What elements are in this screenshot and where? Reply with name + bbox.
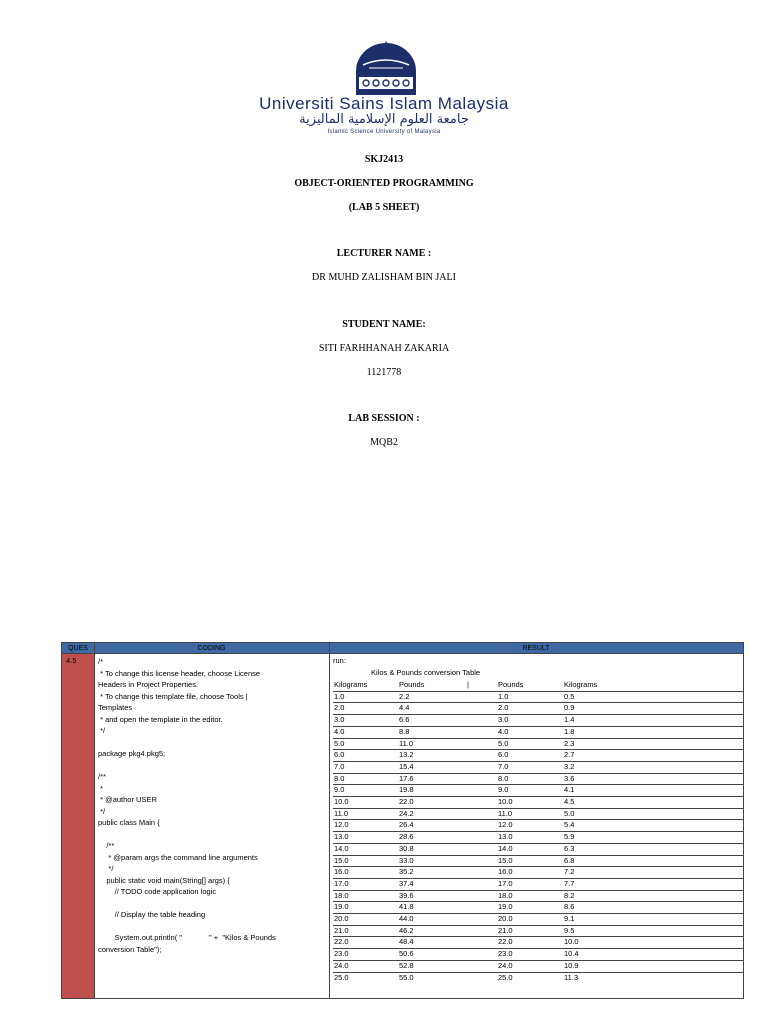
result-row <box>333 926 743 937</box>
university-arabic-name: جامعة العلوم الإسلامية الماليزية <box>299 112 469 127</box>
result-cell: 4.1 <box>564 785 575 795</box>
result-cell: 7.2 <box>564 867 575 877</box>
result-row <box>333 797 743 808</box>
row-divider <box>333 691 743 692</box>
result-cell: 4.0 <box>334 726 345 736</box>
row-divider <box>333 761 743 762</box>
result-cell: 23.0 <box>498 949 513 959</box>
code-line: Templates <box>98 703 133 712</box>
code-line <box>98 760 328 772</box>
result-cell: 25.0 <box>334 972 349 982</box>
course-title: OBJECT-ORIENTED PROGRAMMING <box>294 178 474 189</box>
result-cell: 2.0 <box>334 703 345 713</box>
result-cell: 39.6 <box>399 890 414 900</box>
result-cell: 13.0 <box>334 832 349 842</box>
result-cell: 20.0 <box>498 914 513 923</box>
result-row <box>333 809 743 820</box>
header-result: RESULT <box>329 643 743 654</box>
question-number: 4.5 <box>66 656 77 665</box>
result-cell: 19.0 <box>498 902 513 912</box>
result-cell: 24.0 <box>498 960 513 970</box>
result-cell: 50.6 <box>399 949 414 959</box>
result-cell: 12.0 <box>334 820 349 830</box>
result-cell: 2.2 <box>399 691 410 701</box>
result-row <box>333 961 743 972</box>
header-coding: CODING <box>94 643 329 654</box>
result-cell: 0.5 <box>564 691 575 701</box>
row-divider <box>333 901 743 902</box>
lecturer-label: LECTURER NAME : <box>336 248 432 259</box>
result-cell: 10.4 <box>564 949 579 959</box>
row-divider <box>333 784 743 785</box>
result-cell: 14.0 <box>498 843 513 853</box>
header-ques: QUES <box>62 643 94 654</box>
result-cell: 44.0 <box>399 914 414 923</box>
result-row <box>333 844 743 855</box>
result-column-label: | <box>467 680 469 689</box>
code-line: * @param args the command line arguments <box>98 852 258 862</box>
university-logo <box>353 41 419 101</box>
university-name: Universiti Sains Islam Malaysia <box>259 94 509 113</box>
code-line: /** <box>98 841 115 850</box>
result-row <box>333 832 743 843</box>
student-name: SITI FARHHANAH ZAKARIA <box>318 343 450 354</box>
result-cell: 17.0 <box>334 878 349 888</box>
result-cell: 22.0 <box>498 937 513 947</box>
row-divider <box>333 960 743 961</box>
result-cell: 3.0 <box>498 715 509 725</box>
result-column-label: Kilograms <box>334 680 368 689</box>
row-divider <box>333 866 743 867</box>
result-cell: 16.0 <box>334 867 349 877</box>
student-id: 1121778 <box>366 367 402 378</box>
result-row <box>333 902 743 913</box>
result-column-label: Pounds <box>399 680 425 689</box>
result-cell: 7.0 <box>498 761 509 771</box>
result-cell: 5.4 <box>564 820 575 830</box>
result-run-label: run: <box>333 656 346 665</box>
result-cell: 6.8 <box>564 855 575 865</box>
result-cell: 2.7 <box>564 750 575 760</box>
result-cell: 10.0 <box>564 937 579 947</box>
result-cell: 3.0 <box>334 715 345 725</box>
result-cell: 18.0 <box>498 890 513 900</box>
result-row <box>333 879 743 890</box>
result-cell: 25.0 <box>498 972 513 982</box>
student-label: STUDENT NAME: <box>342 319 426 330</box>
result-cell: 8.0 <box>498 773 509 783</box>
result-cell: 10.0 <box>498 797 513 806</box>
result-cell: 46.2 <box>399 925 414 935</box>
result-row <box>333 715 743 726</box>
result-cell: 9.1 <box>564 914 575 923</box>
result-cell: 37.4 <box>399 878 414 888</box>
result-cell: 19.0 <box>334 902 349 912</box>
row-divider <box>333 773 743 774</box>
result-cell: 13.0 <box>498 832 513 842</box>
result-column-label: Kilograms <box>564 680 598 689</box>
result-cell: 0.9 <box>564 703 575 713</box>
result-row <box>333 727 743 738</box>
result-cell: 4.4 <box>399 703 410 713</box>
session-label: LAB SESSION : <box>348 413 420 424</box>
result-cell: 9.5 <box>564 925 575 935</box>
result-cell: 8.2 <box>564 890 575 900</box>
code-line: public static void main(String[] args) { <box>98 875 230 885</box>
code-line: Headers in Project Properties. <box>98 680 199 689</box>
result-cell: 17.0 <box>498 878 513 888</box>
result-cell: 21.0 <box>334 925 349 935</box>
row-divider <box>333 843 743 844</box>
result-row <box>333 891 743 902</box>
result-cell: 11.0 <box>399 738 414 748</box>
code-line: * and open the template in the editor. <box>98 714 223 724</box>
sheet-title: (LAB 5 SHEET) <box>348 202 420 213</box>
lecturer-name: DR MUHD ZALISHAM BIN JALI <box>312 272 456 283</box>
result-cell: 35.2 <box>399 867 414 877</box>
result-cell: 13.2 <box>399 750 414 760</box>
result-cell: 41.8 <box>399 902 414 912</box>
result-cell: 3.2 <box>564 761 575 771</box>
result-column-label: Pounds <box>498 680 524 689</box>
result-row <box>333 785 743 796</box>
row-divider <box>333 878 743 879</box>
code-line: /** <box>98 772 106 781</box>
code-line: */ <box>98 726 106 735</box>
code-line <box>98 898 328 910</box>
result-cell: 5.9 <box>564 832 575 842</box>
result-cell: 18.0 <box>334 890 349 900</box>
result-row <box>333 692 743 703</box>
result-cell: 11.0 <box>334 808 349 818</box>
result-cell: 15.0 <box>498 855 513 865</box>
code-line <box>98 829 328 841</box>
result-cell: 21.0 <box>498 925 513 935</box>
result-cell: 9.0 <box>498 785 509 795</box>
result-cell: 20.0 <box>334 914 349 923</box>
result-cell: 22.0 <box>399 797 414 806</box>
result-cell: 6.6 <box>399 715 410 725</box>
result-row <box>333 703 743 714</box>
result-cell: 10.9 <box>564 960 579 970</box>
row-divider <box>333 726 743 727</box>
row-divider <box>333 855 743 856</box>
code-line: * To change this license header, choose License <box>98 668 261 678</box>
result-cell: 6.0 <box>498 750 509 760</box>
code-line: conversion Table"); <box>98 944 162 954</box>
result-title: Kilos & Pounds conversion Table <box>371 668 481 677</box>
row-divider <box>333 702 743 703</box>
row-divider <box>333 738 743 739</box>
result-row <box>333 750 743 761</box>
result-row <box>333 937 743 948</box>
code-line <box>98 737 328 749</box>
result-cell: 8.8 <box>399 726 410 736</box>
code-line: public class Main { <box>98 818 160 827</box>
result-row <box>333 774 743 785</box>
result-row <box>333 973 743 984</box>
row-divider <box>333 972 743 973</box>
result-cell: 23.0 <box>334 949 349 959</box>
code-line: // TODO code application logic <box>98 887 217 896</box>
code-line: * <box>98 783 104 793</box>
result-cell: 28.6 <box>399 832 414 842</box>
result-cell: 12.0 <box>498 820 513 830</box>
row-divider <box>333 913 743 914</box>
row-divider <box>333 749 743 750</box>
row-divider <box>333 714 743 715</box>
result-cell: 19.8 <box>399 785 414 795</box>
result-cell: 2.0 <box>498 703 509 713</box>
row-divider <box>333 831 743 832</box>
result-cell: 22.0 <box>334 937 349 947</box>
result-cell: 4.5 <box>564 797 575 806</box>
row-divider <box>333 936 743 937</box>
result-cell: 5.0 <box>498 738 509 748</box>
result-cell: 1.8 <box>564 726 575 736</box>
result-cell: 1.0 <box>334 691 345 701</box>
result-cell: 52.8 <box>399 960 414 970</box>
result-cell: 15.4 <box>399 761 414 771</box>
result-column-header <box>333 680 743 691</box>
result-cell: 7.0 <box>334 761 345 771</box>
result-row <box>333 867 743 878</box>
code-line: */ <box>98 806 106 816</box>
result-cell: 6.0 <box>334 750 345 760</box>
row-divider <box>333 890 743 891</box>
code-line: System.out.println( " " + "Kilos & Pounds <box>98 933 276 942</box>
result-cell: 55.0 <box>399 972 414 982</box>
result-cell: 16.0 <box>498 867 513 877</box>
result-cell: 14.0 <box>334 843 349 853</box>
result-row <box>333 739 743 750</box>
code-line: package pkg4.pkg5; <box>98 749 166 758</box>
result-row <box>333 820 743 831</box>
result-cell: 3.6 <box>564 773 575 783</box>
result-cell: 24.2 <box>399 808 414 818</box>
code-block <box>98 656 328 955</box>
result-cell: 48.4 <box>399 937 414 947</box>
code-line: /* <box>98 657 104 666</box>
row-divider <box>333 948 743 949</box>
result-cell: 7.7 <box>564 878 575 888</box>
result-cell: 10.0 <box>334 797 349 806</box>
session-value: MQB2 <box>370 437 398 448</box>
result-cell: 15.0 <box>334 855 349 865</box>
result-cell: 24.0 <box>334 960 349 970</box>
result-cell: 8.6 <box>564 902 575 912</box>
result-cell: 2.3 <box>564 738 575 748</box>
result-cell: 9.0 <box>334 785 345 795</box>
result-cell: 33.0 <box>399 855 414 865</box>
result-cell: 5.0 <box>334 738 345 748</box>
course-code: SKJ2413 <box>364 154 404 165</box>
result-cell: 11.3 <box>564 972 579 982</box>
result-cell: 11.0 <box>498 808 513 818</box>
result-cell: 30.8 <box>399 843 414 853</box>
lab-table <box>61 642 744 999</box>
result-row <box>333 762 743 773</box>
code-line: * To change this template file, choose Tools | <box>98 691 248 701</box>
result-cell: 5.0 <box>564 808 575 818</box>
row-divider <box>333 925 743 926</box>
code-line <box>98 921 328 933</box>
row-divider <box>333 796 743 797</box>
result-row <box>333 856 743 867</box>
result-cell: 6.3 <box>564 843 575 853</box>
result-cell: 8.0 <box>334 773 345 783</box>
code-line: */ <box>98 864 114 873</box>
result-cell: 26.4 <box>399 820 414 830</box>
result-cell: 1.4 <box>564 715 575 725</box>
result-cell: 17.6 <box>399 773 414 783</box>
code-line: * @author USER <box>98 795 157 804</box>
question-cell <box>62 654 94 998</box>
row-divider <box>333 808 743 809</box>
university-subtitle: Islamic Science University of Malaysia <box>327 129 441 135</box>
result-cell: 4.0 <box>498 726 509 736</box>
result-row <box>333 949 743 960</box>
code-line: // Display the table heading <box>98 910 206 919</box>
row-divider <box>333 819 743 820</box>
result-cell: 1.0 <box>498 691 509 701</box>
result-row <box>333 914 743 925</box>
